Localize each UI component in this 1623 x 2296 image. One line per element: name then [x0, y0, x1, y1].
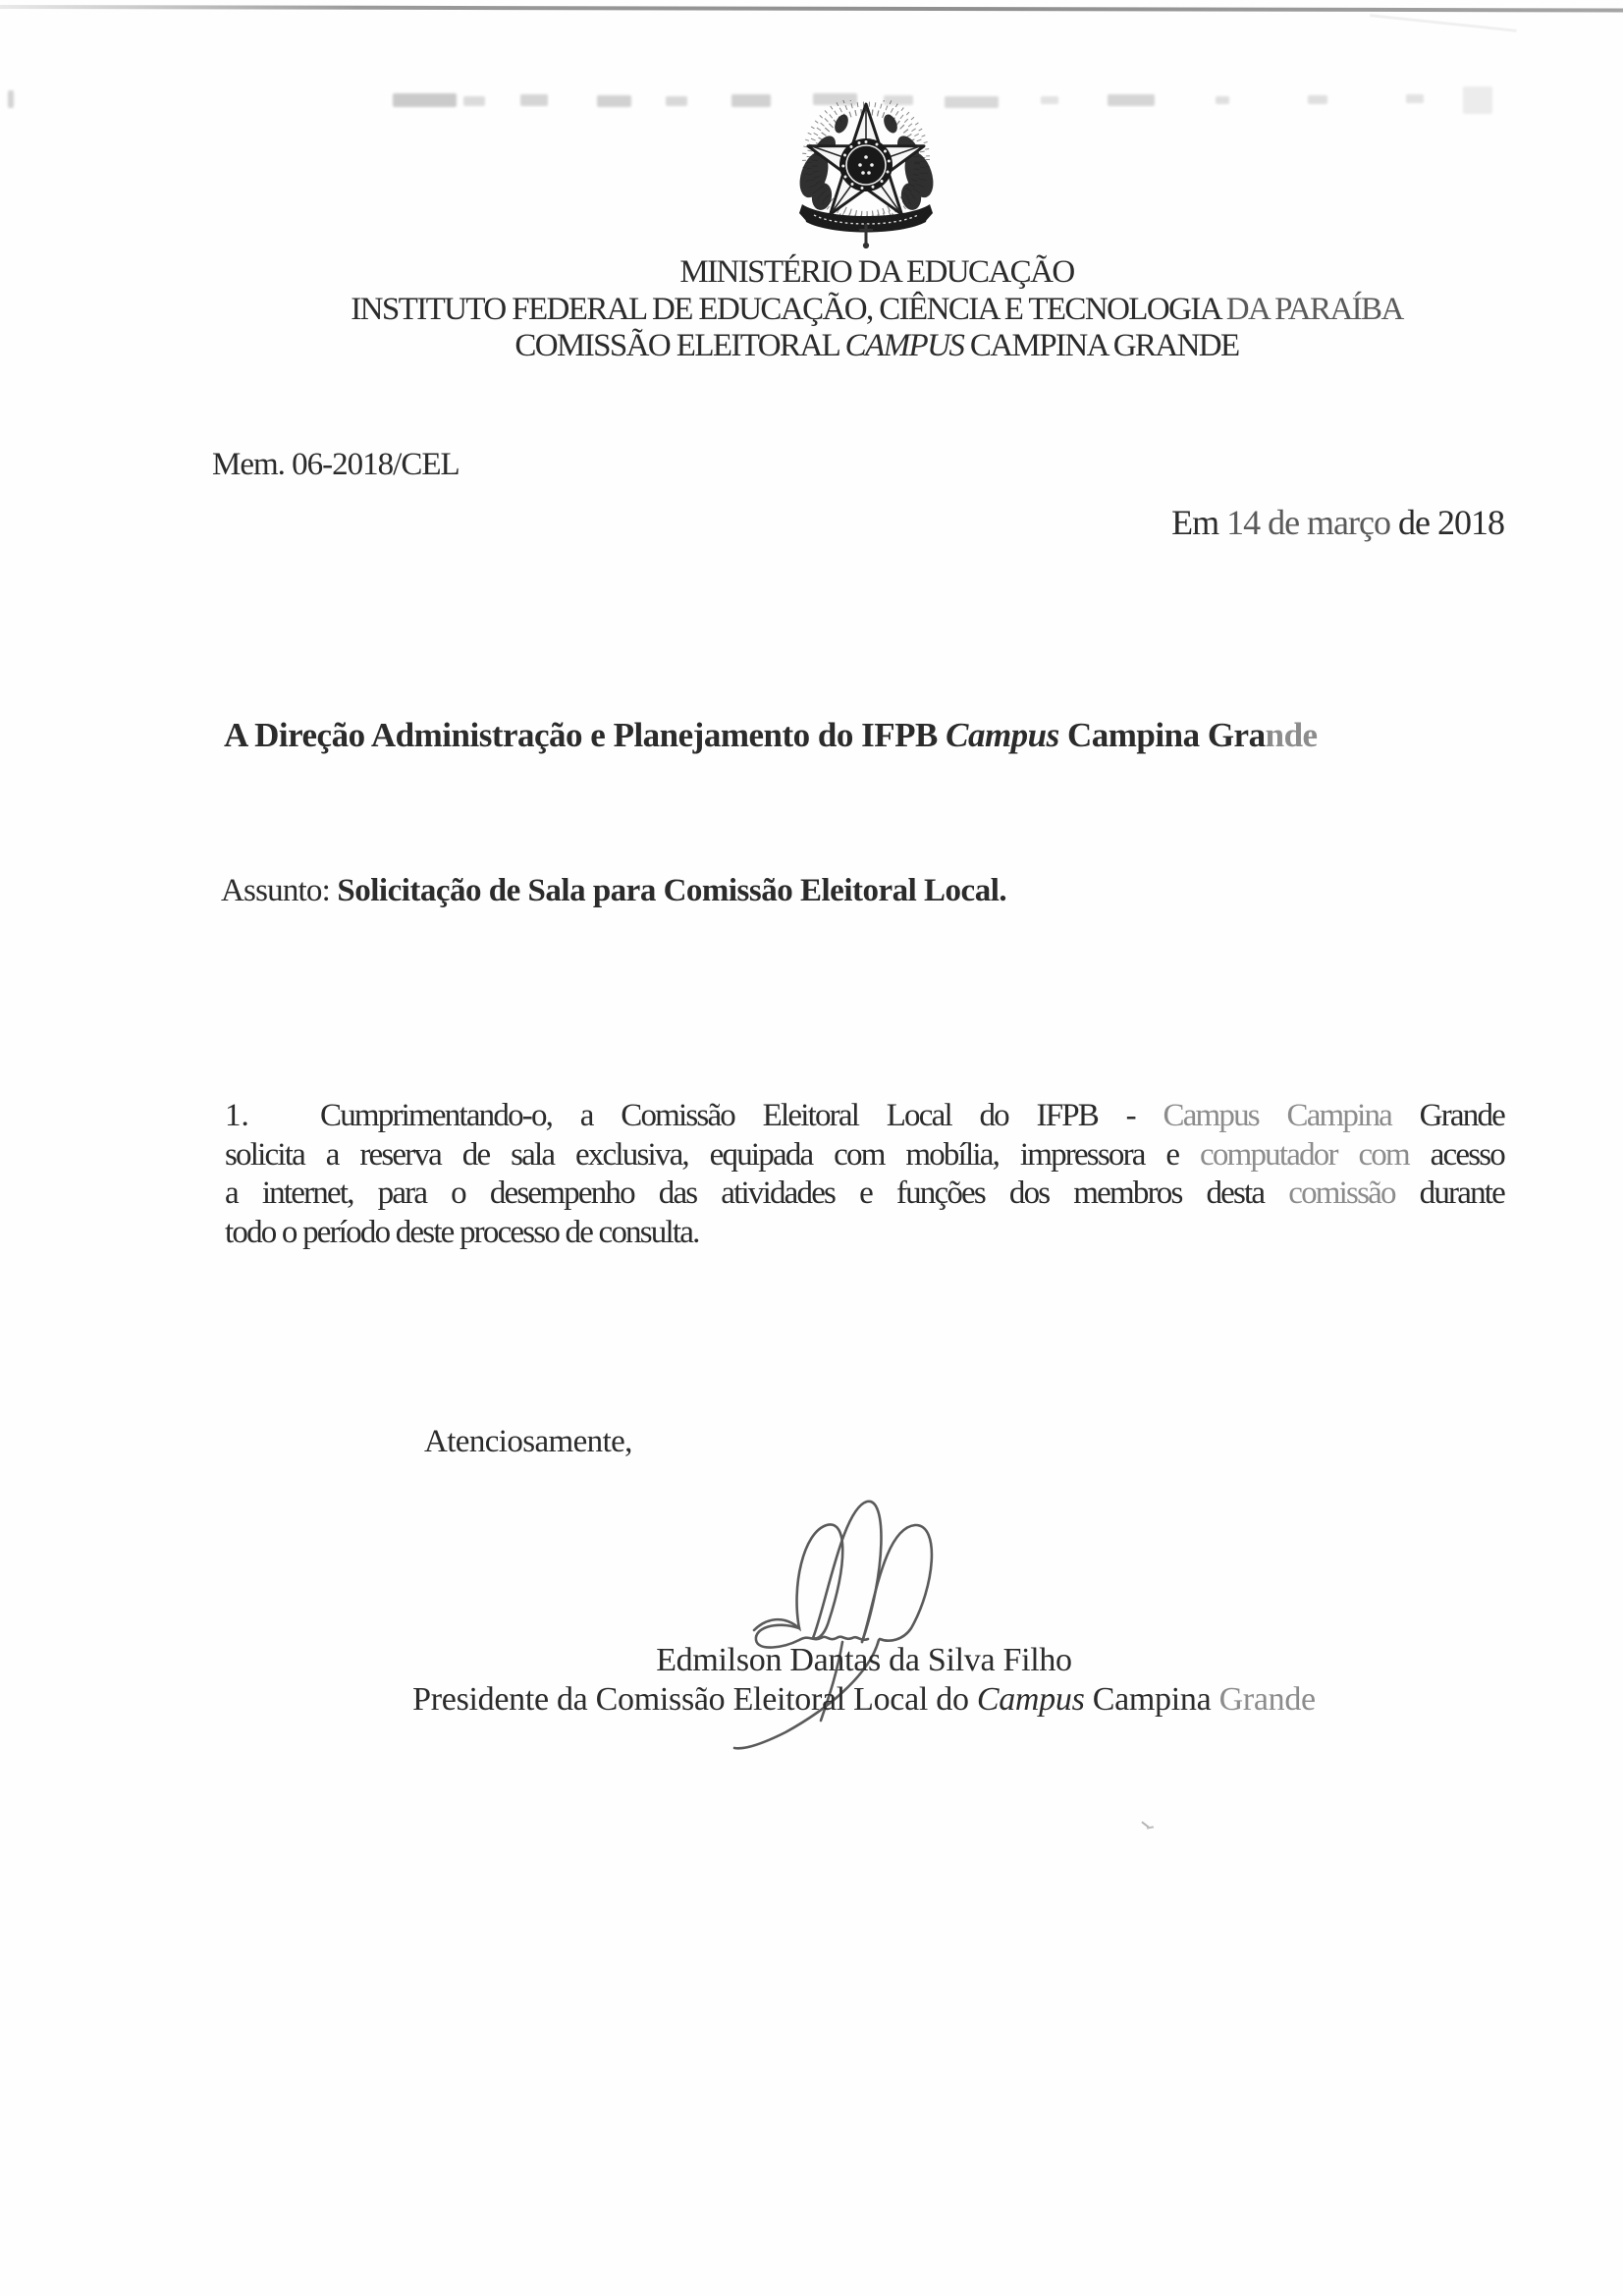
memo-date: Em 14 de março de 2018: [1171, 503, 1504, 542]
signatory-name: Edmilson Dantas da Silva Filho: [656, 1642, 1072, 1678]
scan-edge-line: [0, 5, 1623, 12]
subject-label: Assunto:: [221, 873, 338, 908]
scan-mark: [1139, 1821, 1155, 1834]
letterhead-line-2: INSTITUTO FEDERAL DE EDUCAÇÃO, CIÊNCIA E TECNOLOGIA DA PARAÍBA: [351, 291, 1403, 327]
body-line: a internet, para o desempenho das atividades e funções dos membros desta comissão durante: [225, 1175, 1504, 1211]
letterhead: [0, 254, 1623, 365]
closing-salutation: Atenciosamente,: [424, 1424, 632, 1459]
body-line: todo o período deste processo de consulta.: [225, 1214, 699, 1250]
scan-streak: [1370, 14, 1516, 32]
subject-text: Solicitação de Sala para Comissão Eleitoral Local.: [337, 873, 1007, 908]
letterhead-line-3: COMISSÃO ELEITORAL CAMPUS CAMPINA GRANDE: [514, 328, 1239, 363]
signature-block: [319, 1641, 1409, 1720]
letterhead-line-1: MINISTÉRIO DA EDUCAÇÃO: [679, 254, 1074, 290]
subject-line: [221, 873, 1006, 909]
body-paragraph: [225, 1097, 1504, 1252]
memo-number: Mem. 06-2018/CEL: [212, 447, 460, 482]
body-line: solicita a reserva de sala exclusiva, equipada com mobília, impressora e computador com acesso: [225, 1136, 1504, 1173]
addressee-line: A Direção Administração e Planejamento do IFPB Campus Campina Grande: [224, 716, 1318, 754]
signature-scribble: [677, 1485, 992, 1779]
brazil-coat-of-arms-icon: [798, 100, 938, 249]
body-line: 1. Cumprimentando-o, a Comissão Eleitoral Local do IFPB - Campus Campina Grande: [225, 1097, 1504, 1136]
signatory-title: Presidente da Comissão Eleitoral Local do Campus Campina Grande: [412, 1681, 1316, 1718]
paragraph-number: 1.: [225, 1098, 249, 1133]
